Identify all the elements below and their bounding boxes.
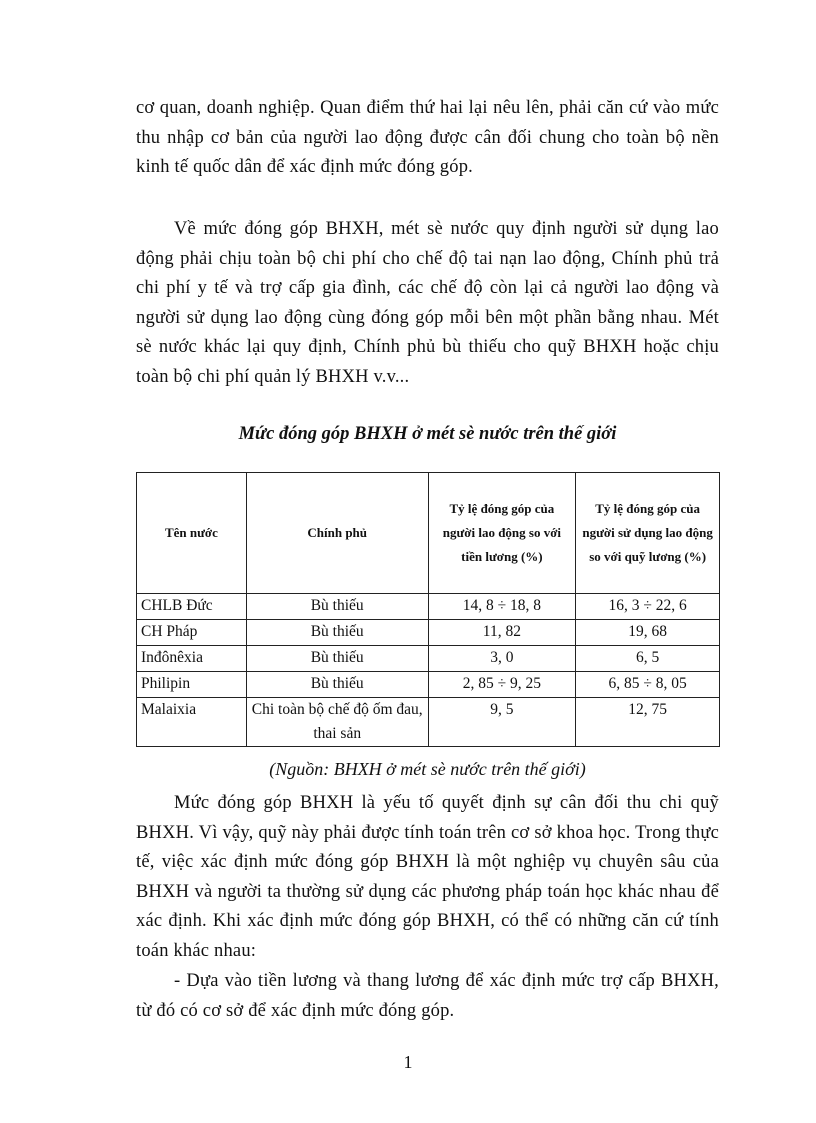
table-header-row — [137, 473, 720, 594]
country-cell: CHLB Đức — [137, 594, 247, 620]
government-cell: Bù thiếu — [246, 646, 428, 672]
country-cell: CH Pháp — [137, 620, 247, 646]
country-cell: Inđônêxia — [137, 646, 247, 672]
table-caption: Mức đóng góp BHXH ở mét sè nước trên thế giới — [238, 424, 617, 444]
employee-rate-cell: 3, 0 — [428, 646, 576, 672]
table-row — [137, 594, 720, 620]
table-row — [137, 646, 720, 672]
government-cell: Bù thiếu — [246, 594, 428, 620]
employee-rate-cell: 9, 5 — [428, 698, 576, 747]
header-employer-rate: Tỷ lệ đóng góp của người sử dụng lao động so với quỹ lương (%) — [576, 473, 720, 594]
employee-rate-cell: 14, 8 ÷ 18, 8 — [428, 594, 576, 620]
employee-rate-cell: 2, 85 ÷ 9, 25 — [428, 672, 576, 698]
paragraph-3: Mức đóng góp BHXH là yếu tố quyết định sự cân đối thu chi quỹ BHXH. Vì vậy, quỹ này phải được tính toán trên cơ sở khoa học. Trong thực tế, việc xác định mức đóng góp BHXH là một nghiệp vụ chuyên sâu của BHXH và người ta thường sử dụng các phương pháp toán học khác nhau để xác định. Khi xác định mức đóng góp BHXH, có thể có những căn cứ tính toán khác nhau: — [136, 793, 719, 961]
contribution-table — [136, 472, 720, 747]
paragraph-4: - Dựa vào tiền lương và thang lương để xác định mức trợ cấp BHXH, từ đó có cơ sở để xác định mức đóng góp. — [136, 971, 719, 1021]
header-government: Chính phủ — [246, 473, 428, 594]
employer-rate-cell: 6, 5 — [576, 646, 720, 672]
paragraph-1: cơ quan, doanh nghiệp. Quan điểm thứ hai lại nêu lên, phải căn cứ vào mức thu nhập cơ bản của người lao động được cân đối chung cho toàn bộ nền kinh tế quốc dân để xác định mức đóng góp. — [136, 98, 719, 177]
page-number: 1 — [403, 1052, 413, 1072]
table-row — [137, 672, 720, 698]
employer-rate-cell: 12, 75 — [576, 698, 720, 747]
government-cell: Bù thiếu — [246, 672, 428, 698]
employer-rate-cell: 19, 68 — [576, 620, 720, 646]
government-cell: Chi toàn bộ chế độ ốm đau, thai sản — [246, 698, 428, 747]
country-cell: Malaixia — [137, 698, 247, 747]
header-country: Tên nước — [137, 473, 247, 594]
government-cell: Bù thiếu — [246, 620, 428, 646]
employee-rate-cell: 11, 82 — [428, 620, 576, 646]
employer-rate-cell: 16, 3 ÷ 22, 6 — [576, 594, 720, 620]
header-employee-rate: Tỷ lệ đóng góp của người lao động so với tiền lương (%) — [428, 473, 576, 594]
table-row — [137, 698, 720, 747]
country-cell: Philipin — [137, 672, 247, 698]
employer-rate-cell: 6, 85 ÷ 8, 05 — [576, 672, 720, 698]
table-row — [137, 620, 720, 646]
table-source-note: (Nguồn: BHXH ở mét sè nước trên thế giới) — [269, 759, 586, 779]
paragraph-2: Về mức đóng góp BHXH, mét sè nước quy định người sử dụng lao động phải chịu toàn bộ chi phí cho chế độ tai nạn lao động, Chính phủ trả chi phí y tế và trợ cấp gia đình, các chế độ còn lại cả người lao động và người sử dụng lao động cùng đóng góp mỗi bên một phần bằng nhau. Mét sè nước khác lại quy định, Chính phủ bù thiếu cho quỹ BHXH hoặc chịu toàn bộ chi phí quản lý BHXH v.v... — [136, 219, 719, 387]
